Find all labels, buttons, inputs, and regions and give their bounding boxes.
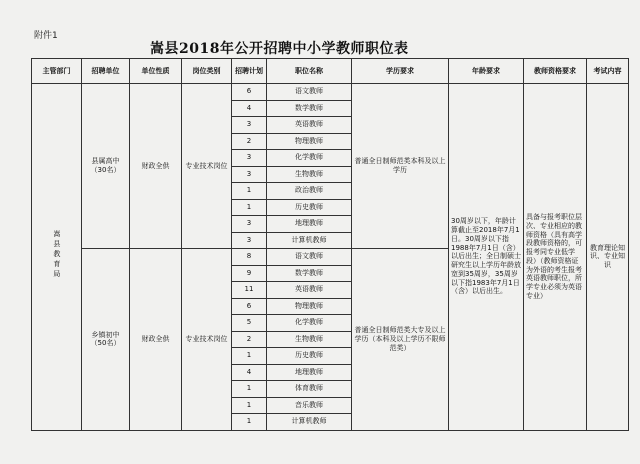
plan-cell: 11 <box>232 282 267 299</box>
plan-cell: 6 <box>232 298 267 315</box>
plan-cell: 1 <box>232 381 267 398</box>
header-row <box>32 59 629 84</box>
position-cell: 语文教师 <box>267 249 352 266</box>
position-cell: 数学教师 <box>267 100 352 117</box>
plan-cell: 1 <box>232 183 267 200</box>
nature-cell: 财政全供 <box>130 84 182 249</box>
nature-cell: 财政全供 <box>130 249 182 431</box>
exam-cell: 教育理论知识、专业知识 <box>587 84 629 431</box>
table-row <box>32 84 629 101</box>
page-title: 嵩县2018年公开招聘中小学教师职位表 <box>150 41 409 57</box>
dept-cell: 嵩县教育局 <box>32 84 82 431</box>
attachment-label: 附件1 <box>34 31 58 41</box>
position-cell: 化学教师 <box>267 150 352 167</box>
position-cell: 音乐教师 <box>267 397 352 414</box>
unit-cell: 县属高中 （30名） <box>82 84 130 249</box>
col-header: 单位性质 <box>130 59 182 84</box>
qualification-cell: 具备与报考职位层次、专业相应的教师资格（具有高学段教师资格的，可报考同专业低学段）（教师资格证为外语的考生报考英语教师职位，所学专业必须为英语专业） <box>524 84 587 431</box>
plan-cell: 1 <box>232 397 267 414</box>
plan-cell: 3 <box>232 166 267 183</box>
position-cell: 计算机教师 <box>267 232 352 249</box>
col-header: 招聘单位 <box>82 59 130 84</box>
plan-cell: 3 <box>232 150 267 167</box>
position-cell: 物理教师 <box>267 298 352 315</box>
position-cell: 英语教师 <box>267 282 352 299</box>
position-cell: 体育教师 <box>267 381 352 398</box>
plan-cell: 3 <box>232 232 267 249</box>
position-cell: 政治教师 <box>267 183 352 200</box>
position-cell: 历史教师 <box>267 199 352 216</box>
position-cell: 地理教师 <box>267 216 352 233</box>
col-header: 考试内容 <box>587 59 629 84</box>
col-header: 学历要求 <box>352 59 449 84</box>
education-cell: 普通全日制师范类本科及以上学历 <box>352 84 449 249</box>
position-cell: 生物教师 <box>267 166 352 183</box>
position-cell: 计算机教师 <box>267 414 352 431</box>
plan-cell: 1 <box>232 199 267 216</box>
position-cell: 历史教师 <box>267 348 352 365</box>
col-header: 职位名称 <box>267 59 352 84</box>
position-cell: 生物教师 <box>267 331 352 348</box>
plan-cell: 4 <box>232 364 267 381</box>
col-header: 教师资格要求 <box>524 59 587 84</box>
plan-cell: 3 <box>232 117 267 134</box>
age-cell: 30周岁以下，年龄计算截止至2018年7月1日。30周岁以下指1988年7月1日（含）以后出生；全日制硕士研究生以上学历年龄放宽到35周岁，35周岁以下指1983年7月1日（含）以后出生。 <box>449 84 524 431</box>
col-header: 年龄要求 <box>449 59 524 84</box>
plan-cell: 4 <box>232 100 267 117</box>
category-cell: 专业技术岗位 <box>182 84 232 249</box>
plan-cell: 1 <box>232 414 267 431</box>
position-cell: 数学教师 <box>267 265 352 282</box>
plan-cell: 1 <box>232 348 267 365</box>
position-cell: 物理教师 <box>267 133 352 150</box>
unit-cell: 乡镇初中 （50名） <box>82 249 130 431</box>
category-cell: 专业技术岗位 <box>182 249 232 431</box>
col-header: 主管部门 <box>32 59 82 84</box>
plan-cell: 2 <box>232 133 267 150</box>
plan-cell: 2 <box>232 331 267 348</box>
plan-cell: 8 <box>232 249 267 266</box>
position-cell: 化学教师 <box>267 315 352 332</box>
position-cell: 英语教师 <box>267 117 352 134</box>
education-cell: 普通全日制师范类大专及以上学历（本科及以上学历不限师范类） <box>352 249 449 431</box>
col-header: 招聘计划 <box>232 59 267 84</box>
col-header: 岗位类别 <box>182 59 232 84</box>
plan-cell: 5 <box>232 315 267 332</box>
position-cell: 地理教师 <box>267 364 352 381</box>
position-table <box>31 58 629 431</box>
plan-cell: 9 <box>232 265 267 282</box>
plan-cell: 6 <box>232 84 267 101</box>
position-cell: 语文教师 <box>267 84 352 101</box>
plan-cell: 3 <box>232 216 267 233</box>
